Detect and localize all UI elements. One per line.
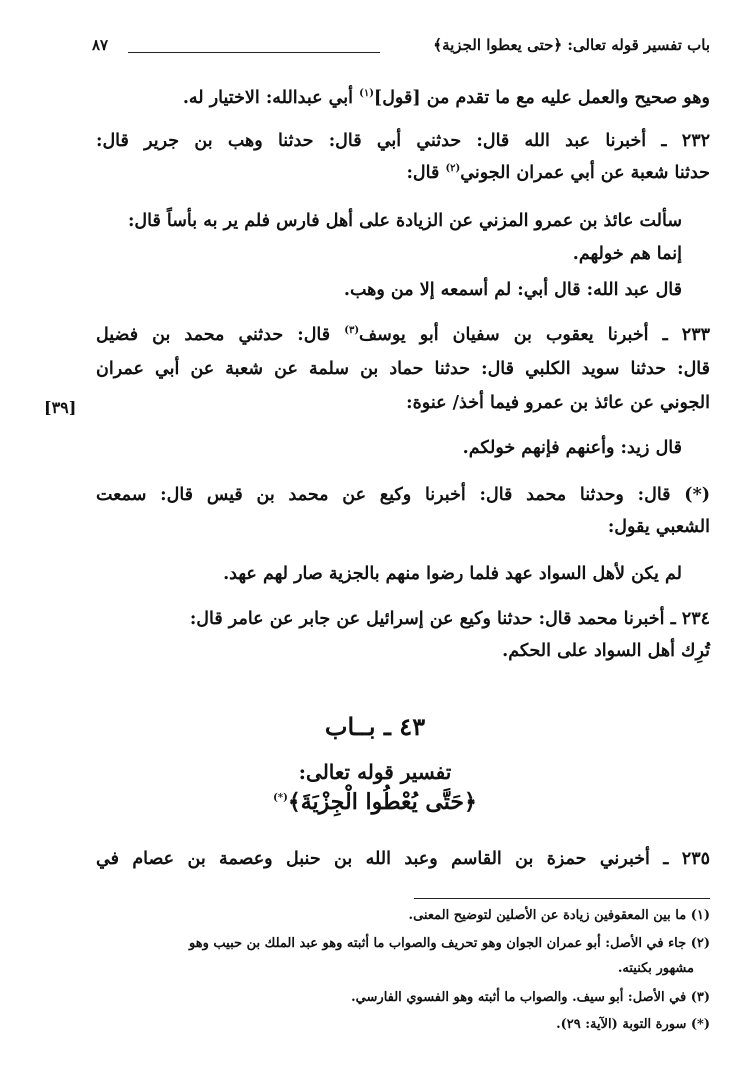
header-rule — [128, 52, 380, 53]
text-line: الشعبي يقول: — [607, 517, 710, 537]
text-line: (*) قال: وحدثنا محمد قال: أخبرنا وكيع عن محمد بن قيس قال: سمعت — [96, 485, 710, 505]
hadith-235-line: ٢٣٥ ـ أخبرني حمزة بن القاسم وعبد الله بن حنبل وعصمة بن عصام في — [96, 849, 710, 869]
footnote-ref: (٣) — [344, 325, 360, 337]
chapter-heading: ٤٣ ـ بــاب — [324, 712, 426, 741]
footnote-ref: (٢) — [445, 163, 461, 175]
verse-text: ﴿حَتَّى يُعْطُوا الْجِزْيَةَ﴾ — [287, 789, 477, 815]
chapter-verse — [0, 789, 750, 815]
text-line-part: حدثنا شعبة عن أبي عمران الجوني — [460, 163, 710, 183]
footnote-separator — [414, 898, 710, 899]
hadith-233-line — [96, 325, 710, 346]
running-header-title: باب تفسير قوله تعالى: ﴿حتى يعطوا الجزية﴾ — [433, 36, 710, 54]
text-line: تُرِك أهل السواد على الحكم. — [502, 641, 710, 661]
footnote-ref: (*) — [273, 792, 288, 804]
text-line — [183, 88, 710, 109]
running-header — [92, 34, 710, 62]
footnote-1: (١) ما بين المعقوفين زيادة عن الأصلين لتوضيح المعنى. — [408, 908, 710, 923]
text-line: قال زيد: وأعنهم فإنهم خولكم. — [462, 438, 682, 458]
footnote-3: (٣) في الأصل: أبو سيف. والصواب ما أثبته وهو الفسوي الفارسي. — [351, 990, 710, 1005]
text-line: الجوني عن عائذ بن عمرو فيما أخذ/ عنوة: — [406, 393, 710, 413]
text-line-part: ٢٣٣ ـ أخبرنا يعقوب بن سفيان أبو يوسف — [359, 325, 710, 345]
chapter-subtitle: تفسير قوله تعالى: — [298, 760, 452, 784]
margin-page-marker: [٣٩] — [44, 398, 77, 417]
footnote-ref: (١) — [359, 88, 374, 100]
page-number: ٨٧ — [92, 36, 109, 54]
text-line: قال عبد الله: قال أبي: لم أسمعه إلا من وهب. — [343, 280, 682, 300]
text-line: قال: حدثنا سويد الكلبي قال: حدثنا حماد بن سلمة عن شعبة عن أبي عمران — [96, 359, 710, 379]
text-line-part: أبي عبدالله: الاختيار له. — [182, 88, 360, 108]
text-line-part: وهو صحيح والعمل عليه مع ما تقدم من [قول] — [373, 88, 710, 108]
text-line: سألت عائذ بن عمرو المزني عن الزيادة على أهل فارس فلم ير به بأساً قال: — [127, 211, 682, 231]
text-line — [406, 163, 710, 184]
text-line-part: قال: حدثني محمد بن فضيل — [96, 325, 345, 345]
footnote-2-continuation: مشهور بكنيته. — [617, 961, 694, 976]
text-line: إنما هم خولهم. — [572, 244, 682, 264]
text-line-part: قال: — [406, 163, 446, 183]
hadith-234-line: ٢٣٤ ـ أخبرنا محمد قال: حدثنا وكيع عن إسرائيل عن جابر عن عامر قال: — [189, 609, 710, 629]
footnote-4: (*) سورة التوبة (الآية: ٢٩). — [556, 1017, 710, 1032]
footnote-2: (٢) جاء في الأصل: أبو عمران الجوان وهو تحريف والصواب ما أثبته وهو عبد الملك بن حبيب وهو — [189, 936, 710, 951]
hadith-232-line: ٢٣٢ ـ أخبرنا عبد الله قال: حدثني أبي قال: حدثنا وهب بن جرير قال: — [96, 131, 710, 151]
text-line: لم يكن لأهل السواد عهد فلما رضوا منهم بالجزية صار لهم عهد. — [223, 564, 682, 584]
